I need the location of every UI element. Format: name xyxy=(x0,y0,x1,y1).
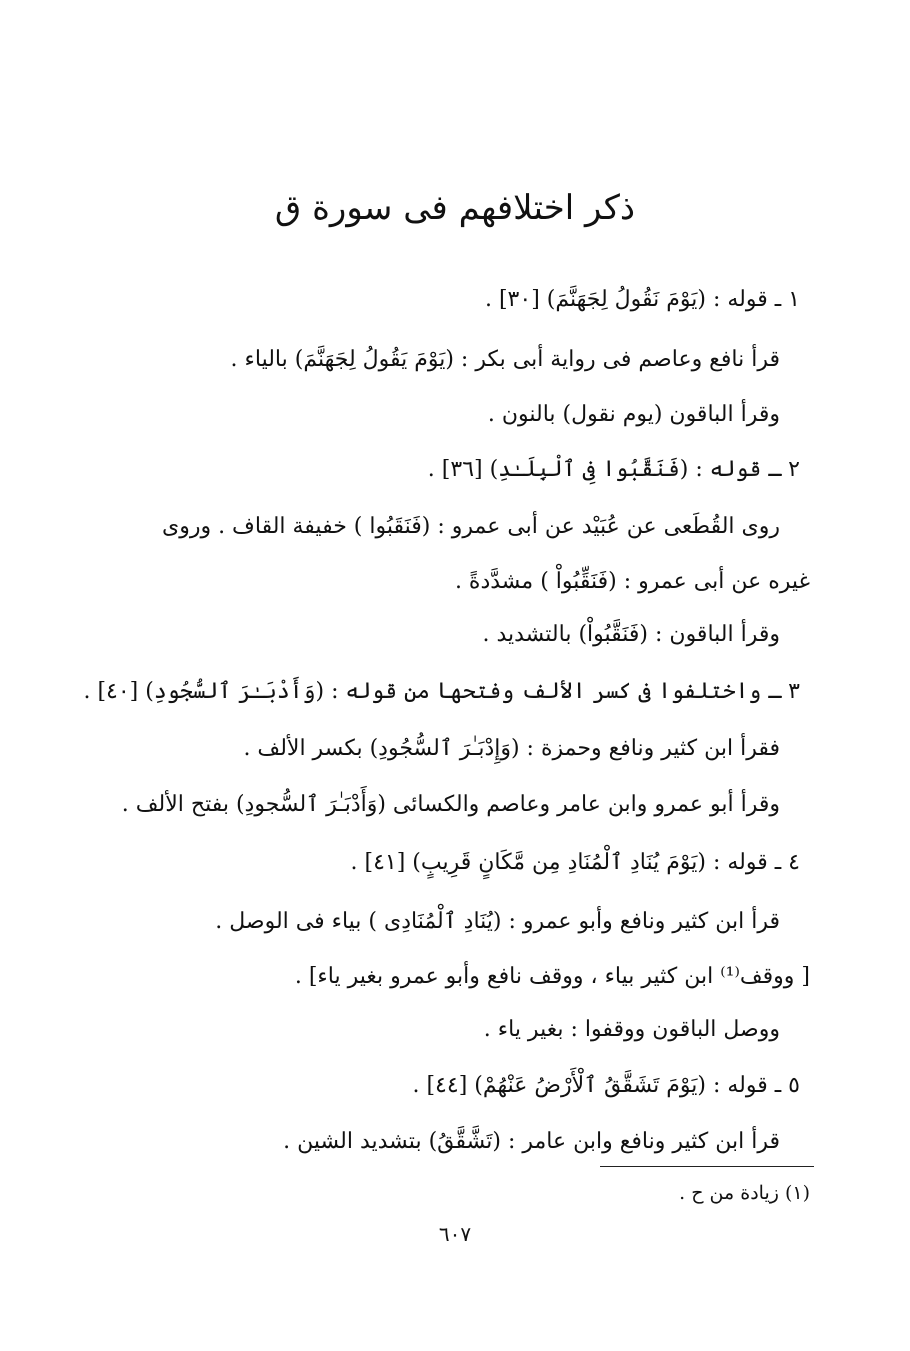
footnote-divider xyxy=(600,1166,814,1167)
text-line: غيره عن أبى عمرو : (فَنَقِّبُواْ ) مشدَّدةً . xyxy=(454,569,810,594)
text-line: ٣ ـ واختلفوا فى كسر الألف وفتحها من قوله : (وَأَدْبَـٰرَ ٱلسُّجُودِ) [٤٠] . xyxy=(83,679,800,704)
page-number: ٦٠٧ xyxy=(438,1222,472,1246)
text-line: قرأ نافع وعاصم فى رواية أبى بكر : (يَوْمَ يَقُولُ لِجَهَنَّمَ) بالياء . xyxy=(230,347,780,372)
text-line: ١ ـ قوله : (يَوْمَ نَقُولُ لِجَهَنَّمَ) [٣٠] . xyxy=(484,287,800,312)
text-line: ٤ ـ قوله : (يَوْمَ يُنَادِ ٱلْمُنَادِ مِن مَّكَانٍ قَرِيبٍ) [٤١] . xyxy=(350,850,800,875)
text-line: فقرأ ابن كثير ونافع وحمزة : (وَإِدْبَـٰرَ ٱلسُّجُودِ) بكسر الألف . xyxy=(243,736,780,761)
text-line: ٢ ـ قوله : (فَنَقَّبُوا فِى ٱلْبِلَـٰدِ) [٣٦] . xyxy=(427,457,800,482)
text-line: وقرأ الباقون : (فَنَقَّبُواْ) بالتشديد . xyxy=(482,622,780,647)
text-line: ٥ ـ قوله : (يَوْمَ تَشَقَّقُ ٱلْأَرْضُ عَنْهُمْ) [٤٤] . xyxy=(412,1073,800,1098)
text-line: [ ووقف⁽¹⁾ ابن كثير بياء ، ووقف نافع وأبو عمرو بغير ياء] . xyxy=(294,964,810,989)
page-title: ذكر اختلافهم فى سورة ق xyxy=(274,188,636,228)
footnote: (١) زيادة من ح . xyxy=(679,1182,810,1204)
text-line: قرأ ابن كثير ونافع وابن عامر : (تَشَّقَّقُ) بتشديد الشين . xyxy=(283,1129,780,1154)
text-line: قرأ ابن كثير ونافع وأبو عمرو : (يُنَادِ ٱلْمُنَادِى ) بياء فى الوصل . xyxy=(215,909,780,934)
text-line: وقرأ الباقون (يوم نقول) بالنون . xyxy=(487,402,780,427)
text-line: روى القُطَعى عن عُبَيْد عن أبى عمرو : (فَنَقَبُوا ) خفيفة القاف . وروى xyxy=(161,514,780,539)
text-line: ووصل الباقون ووقفوا : بغير ياء . xyxy=(483,1017,780,1042)
text-line: وقرأ أبو عمرو وابن عامر وعاصم والكسائى (وَأَدْبَـٰرَ ٱلسُّجودِ) بفتح الألف . xyxy=(121,792,780,817)
